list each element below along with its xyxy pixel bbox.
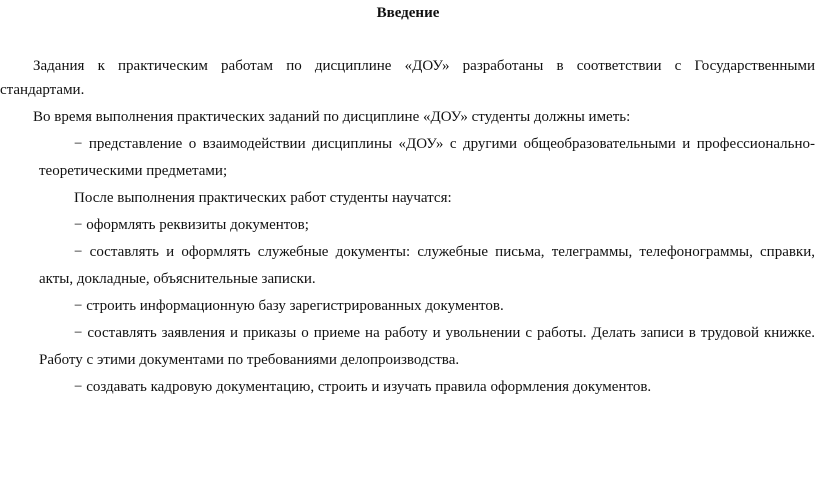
list-item-line-5: акты, докладные, объяснительные записки.: [39, 271, 316, 287]
list-item-line-3: − оформлять реквизиты документов;: [74, 217, 309, 233]
document-title: Введение: [376, 5, 440, 21]
list-item-line-6: − строить информационную базу зарегистрированных документов.: [74, 298, 504, 314]
list-item-line-2: теоретическими предметами;: [39, 163, 228, 179]
list-item-line-7: − составлять заявления и приказы о приеме на работу и увольнении с работы. Делать записи в трудовой книжке.: [74, 325, 815, 341]
paragraph-line-1: Задания к практическим работам по дисциплине «ДОУ» разработаны в соответствии с Государственными: [33, 58, 815, 74]
list-item-line-1: − представление о взаимодействии дисциплины «ДОУ» с другими общеобразовательными и профессионально-: [74, 136, 815, 152]
list-item-line-8: Работу с этими документами по требованиями делопроизводства.: [39, 352, 460, 368]
paragraph-line-2: стандартами.: [0, 82, 85, 98]
list-item-line-9: − создавать кадровую документацию, строить и изучать правила оформления документов.: [74, 379, 652, 395]
list-item-line-4: − составлять и оформлять служебные документы: служебные письма, телеграммы, телефонограммы, справки,: [74, 244, 815, 260]
paragraph-line-3: Во время выполнения практических заданий по дисциплине «ДОУ» студенты должны иметь:: [33, 109, 631, 125]
paragraph-line-4: После выполнения практических работ студенты научатся:: [74, 190, 452, 206]
